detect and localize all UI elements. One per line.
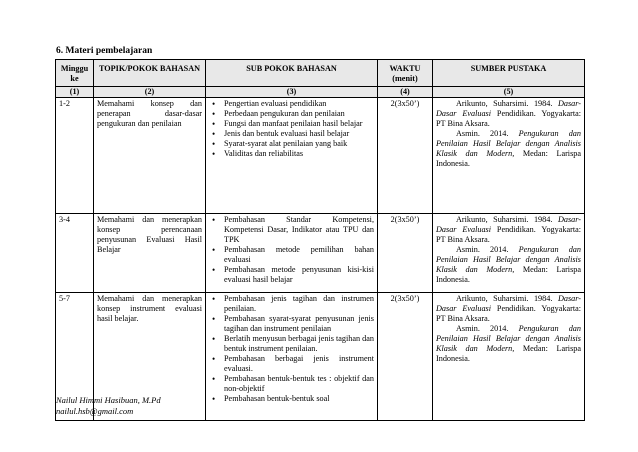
reference-cell [433,292,585,420]
subtopic-list [209,215,374,285]
list-item: • Jenis dan bentuk evaluasi hasil belajar [224,129,374,139]
list-item: • Pembahasan metode pemilihan bahan evaluasi [224,245,374,265]
list-item: • Berlatih menyusun berbagai jenis tagihan dan bentuk instrument penilaian. [224,334,374,354]
subtopic-list [209,99,374,159]
list-item: • Pembahasan bentuk-bentuk soal [224,394,374,404]
column-number-row [56,86,585,97]
subtopics-cell [206,97,378,213]
table-row [56,213,585,292]
week-cell: 5-7 [56,292,94,420]
reference-1: Arikunto, Suharsimi. 1984. Dasar-Dasar Evaluasi Pendidikan. Yogyakarta: PT Bina Aksara. [436,293,582,323]
list-item: • Validitas dan reliabilitas [224,149,374,159]
author-name: Nailul Himmi Hasibuan, M.Pd [56,395,161,405]
author-email: nailul.hsb@gmail.com [56,405,134,416]
col-number: (2) [94,86,206,97]
header-sub-pokok: SUB POKOK BAHASAN [206,60,378,87]
list-item: • Pembahasan Standar Kompetensi, Kompetensi Dasar, Indikator atau TPU dan TPK [224,215,374,245]
subtopics-cell [206,292,378,420]
list-item: • Pembahasan berbagai jenis instrument evaluasi. [224,354,374,374]
reference-cell [433,97,585,213]
syllabus-table [55,59,585,421]
list-item: • Pengertian evaluasi pendidikan [224,99,374,109]
subtopic-list [209,294,374,404]
time-cell: 2(3x50’) [378,292,433,420]
table-row [56,97,585,213]
topic-cell: Memahami dan menerapkan konsep perencanaan penyusunan Evaluasi Hasil Belajar [94,213,206,292]
reference-cell [433,213,585,292]
col-number: (1) [56,86,94,97]
header-row [56,60,585,87]
reference-1: Arikunto, Suharsimi. 1984. Dasar-Dasar Evaluasi Pendidikan. Yogyakarta: PT Bina Aksara. [436,98,582,128]
col-number: (5) [433,86,585,97]
section-title: 6. Materi pembelajaran [56,46,153,56]
list-item: • Pembahasan bentuk-bentuk tes : objektif dan non-objektif [224,374,374,394]
header-waktu: WAKTU (menit) [378,60,433,87]
reference-2: Asmin. 2014. Pengukuran dan Penilaian Hasil Belajar dengan Analisis Klasik dan Modern, Medan: Larispa Indonesia. [436,244,581,284]
time-cell: 2(3x50’) [378,97,433,213]
list-item: • Syarat-syarat alat penilaian yang baik [224,139,374,149]
reference-2: Asmin. 2014. Pengukuran dan Penilaian Hasil Belajar dengan Analisis Klasik dan Modern, Medan: Larispa Indonesia. [436,128,581,168]
header-minggu: Minggu ke [56,60,94,87]
col-number: (3) [206,86,378,97]
col-number: (4) [378,86,433,97]
list-item: • Perbedaan pengukuran dan penilaian [224,109,374,119]
header-topik: TOPIK/POKOK BAHASAN [94,60,206,87]
reference-1: Arikunto, Suharsimi. 1984. Dasar-Dasar Evaluasi Pendidikan. Yogyakarta: PT Bina Aksara. [436,214,582,244]
week-cell: 1-2 [56,97,94,213]
subtopics-cell [206,213,378,292]
list-item: • Fungsi dan manfaat penilaian hasil belajar [224,119,374,129]
topic-cell: Memahami konsep dan penerapan dasar-dasar pengukuran dan penilaian [94,97,206,213]
list-item: • Pembahasan syarat-syarat penyusunan jenis tagihan dan instrument penilaian [224,314,374,334]
time-cell: 2(3x50’) [378,213,433,292]
list-item: • Pembahasan metode penyusunan kisi-kisi evaluasi hasil belajar [224,265,374,285]
topic-cell: Memahami dan menerapkan konsep instrument evaluasi hasil belajar. [94,292,206,420]
header-sumber: SUMBER PUSTAKA [433,60,585,87]
list-item: • Pembahasan jenis tagihan dan instrumen penilaian. [224,294,374,314]
page-footer [56,395,161,416]
week-cell: 3-4 [56,213,94,292]
reference-2: Asmin. 2014. Pengukuran dan Penilaian Hasil Belajar dengan Analisis Klasik dan Modern, Medan: Larispa Indonesia. [436,323,581,363]
